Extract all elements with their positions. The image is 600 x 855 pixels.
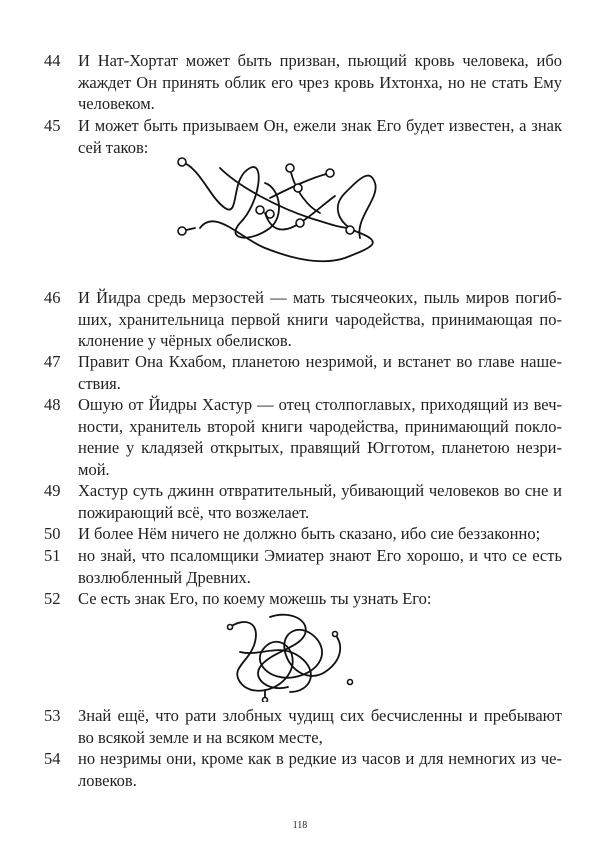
text-line: мой. [78, 459, 110, 479]
verse-number: 49 [44, 481, 61, 500]
text-line: но незримы они, кроме как в редкие из часов и для немногих из че- [78, 749, 562, 768]
verse-text [78, 50, 562, 115]
verse-number: 51 [44, 546, 61, 565]
text-line: Ошую от Йидры Хастур — отец столпоглавых, приходящий из веч- [78, 395, 562, 414]
text-line: пожирающий всё, что возжелает. [78, 502, 310, 522]
text-line: И может быть призываем Он, ежели знак Его будет известен, а знак [78, 116, 562, 135]
text-line: во всякой земле и на всяком месте, [78, 727, 323, 747]
text-line: жаждет Он принять облик его чрез кровь Ихтонха, но не стать Ему [78, 72, 562, 92]
verse-text [78, 523, 562, 545]
verse-text [78, 287, 562, 352]
text-line: ности, хранитель второй книги чародейства, принимающий покло- [78, 416, 562, 436]
sigil-nath-hortath [170, 148, 410, 278]
verse-text [78, 351, 562, 394]
verse-number: 46 [44, 288, 61, 307]
text-line: Се есть знак Его, по коему можешь ты узнать Его: [78, 589, 432, 608]
text-line: но знай, что псаломщики Эмиатер знают Его хорошо, и что се есть [78, 546, 562, 565]
text-line: И более Нём ничего не должно быть сказано, ибо сие беззаконно; [78, 524, 541, 543]
sigil-hastur [210, 612, 360, 702]
text-line: сей таков: [78, 137, 149, 157]
text-line: клонение у чёрных обелисков. [78, 331, 292, 350]
verse-number: 50 [44, 524, 61, 543]
verse-number: 45 [44, 116, 61, 135]
verse-number: 52 [44, 589, 61, 608]
text-line: ших, хранительница первой книги чародейства, принимающая по- [78, 309, 562, 329]
text-line: И Йидра средь мерзостей — мать тысячеоких, пыль миров погиб- [78, 288, 562, 307]
page-number: 118 [292, 820, 308, 831]
text-line: возлюбленный Древних. [78, 567, 251, 587]
text-line: Хастур суть джинн отвратительный, убивающий человеков во сне и [78, 481, 562, 500]
verse-number: 47 [44, 352, 61, 371]
verse-number: 44 [44, 51, 61, 70]
verse-text [78, 394, 562, 480]
text-line: ствия. [78, 373, 121, 393]
text-line: И Нат-Хортат может быть призван, пьющий кровь человека, ибо [78, 51, 562, 70]
text-line: Знай ещё, что рати злобных чудищ сих бесчисленны и пребывают [78, 706, 562, 725]
text-line: ловеков. [78, 770, 137, 790]
text-line: человеком. [78, 94, 155, 113]
text-line: Правит Она Кхабом, планетою незримой, и встанет во главе наше- [78, 352, 562, 371]
verse-number: 54 [44, 749, 61, 768]
verse-text [78, 705, 562, 748]
verse-text [78, 748, 562, 791]
verse-text [78, 545, 562, 588]
verse-text [78, 588, 562, 610]
verse-number: 53 [44, 706, 61, 725]
verse-number: 48 [44, 395, 61, 414]
text-line: нение у кладязей открытых, правящий Югготом, планетою незри- [78, 438, 562, 457]
verse-text [78, 480, 562, 523]
